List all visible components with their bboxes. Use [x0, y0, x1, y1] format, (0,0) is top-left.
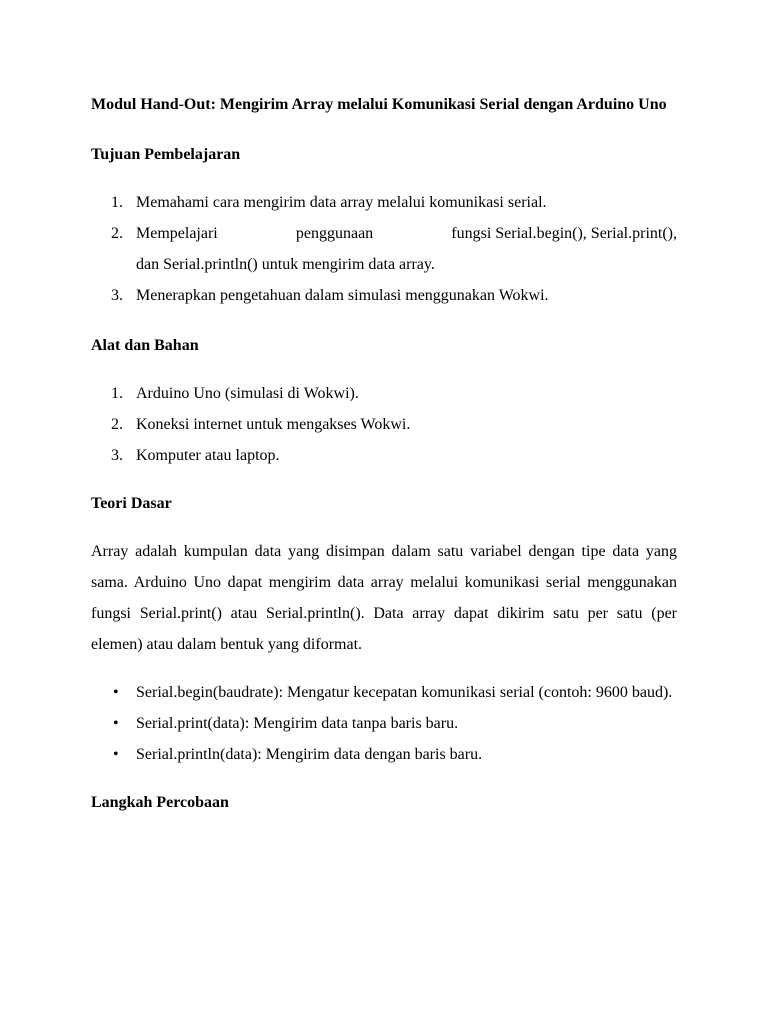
- list-item: [91, 739, 677, 770]
- list-item: [91, 378, 677, 409]
- tujuan-list: [91, 187, 677, 311]
- heading-teori: Teori Dasar: [91, 495, 172, 512]
- list-item: [91, 677, 677, 708]
- list-number: 3.: [111, 287, 123, 304]
- list-number: 2.: [111, 416, 123, 433]
- document-title: Modul Hand-Out: Mengirim Array melalui Komunikasi Serial dengan Arduino Uno: [91, 96, 667, 113]
- bullet-icon: •: [113, 715, 119, 732]
- list-item: [91, 440, 677, 471]
- teori-paragraph: Array adalah kumpulan data yang disimpan dalam satu variabel dengan tipe data yang sama. Arduino Uno dapat mengirim data array melalui komunikasi serial menggunakan fungsi Serial.print() atau Serial.println(). Data array dapat dikirim satu per satu (per elemen) atau dalam bentuk yang diformat.: [91, 543, 677, 653]
- teori-bullet-list: [91, 677, 677, 770]
- list-item: [91, 280, 677, 311]
- list-item: [91, 187, 677, 218]
- alat-list: [91, 378, 677, 471]
- document-page: [91, 89, 677, 818]
- list-item-text: Serial.print(data): Mengirim data tanpa baris baru.: [136, 715, 459, 732]
- list-item-line: [136, 218, 677, 249]
- list-item-word: fungsi Serial.begin(), Serial.print(),: [451, 225, 677, 242]
- list-item-text: Menerapkan pengetahuan dalam simulasi menggunakan Wokwi.: [136, 287, 549, 304]
- list-item-text: Serial.println(data): Mengirim data dengan baris baru.: [136, 746, 483, 763]
- list-number: 1.: [111, 385, 123, 402]
- list-item-word: Mempelajari: [136, 225, 218, 242]
- list-item-text: Arduino Uno (simulasi di Wokwi).: [136, 385, 359, 402]
- list-item-text: Serial.begin(baudrate): Mengatur kecepatan komunikasi serial (contoh: 9600 baud).: [136, 684, 673, 701]
- list-item-line: dan Serial.println() untuk mengirim data array.: [136, 256, 435, 273]
- list-number: 2.: [111, 225, 123, 242]
- list-number: 1.: [111, 194, 123, 211]
- list-item-text: Komputer atau laptop.: [136, 447, 280, 464]
- list-number: 3.: [111, 447, 123, 464]
- list-item-text: Memahami cara mengirim data array melalui komunikasi serial.: [136, 194, 547, 211]
- list-item-word: penggunaan: [295, 225, 374, 242]
- heading-alat: Alat dan Bahan: [91, 337, 199, 354]
- bullet-icon: •: [113, 746, 119, 763]
- list-item: [91, 708, 677, 739]
- list-item: [91, 218, 677, 280]
- list-item-text: Koneksi internet untuk mengakses Wokwi.: [136, 416, 411, 433]
- list-item: [91, 409, 677, 440]
- heading-tujuan: Tujuan Pembelajaran: [91, 146, 241, 163]
- bullet-icon: •: [113, 684, 119, 701]
- heading-langkah: Langkah Percobaan: [91, 794, 229, 811]
